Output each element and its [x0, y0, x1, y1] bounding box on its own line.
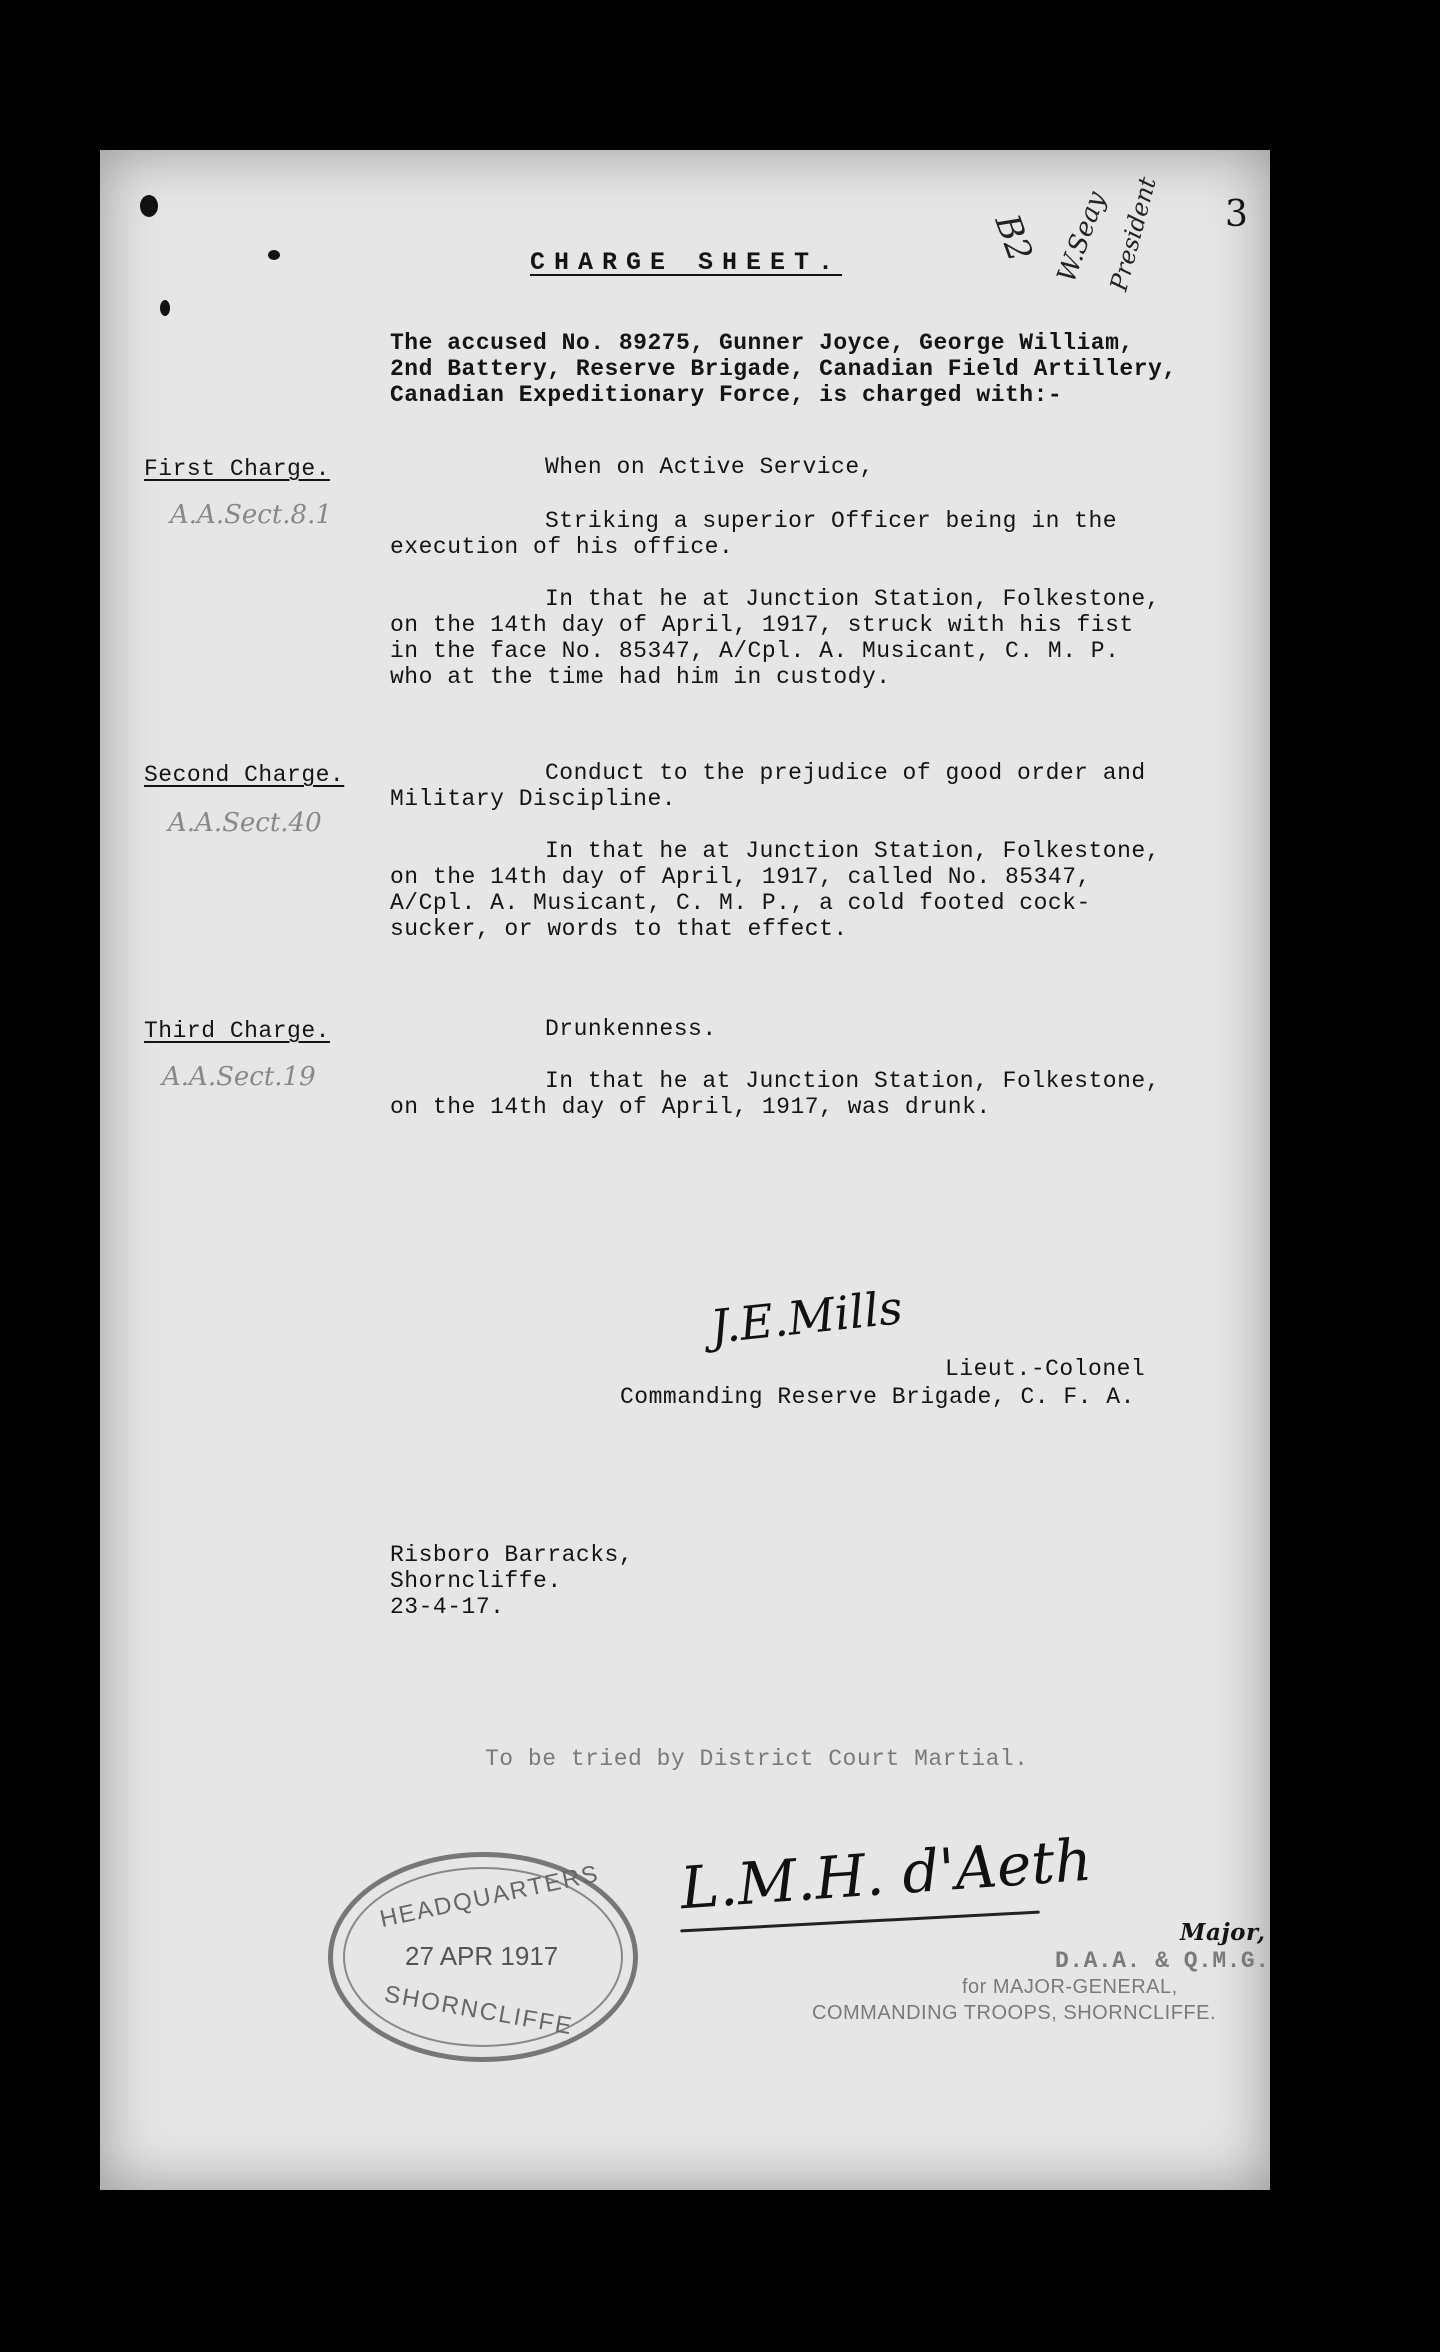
second-charge-line-1: Conduct to the prejudice of good order and — [545, 760, 1146, 786]
second-charge-line-6: sucker, or words to that effect. — [390, 916, 848, 942]
third-charge-margin-note: A.A.Sect.19 — [162, 1062, 316, 1092]
first-charge-line-4: In that he at Junction Station, Folkestone, — [545, 586, 1160, 612]
corner-annotation-note2: President — [1104, 174, 1162, 294]
second-charge-line-5: A/Cpl. A. Musicant, C. M. P., a cold footed cock- — [390, 890, 1091, 916]
corner-annotation-note1: W.Seay — [1051, 187, 1113, 287]
second-charge-line-2: Military Discipline. — [390, 786, 677, 812]
signature-2-rank: Major, — [1180, 1919, 1266, 1946]
punch-mark — [140, 195, 158, 217]
stamp-bottom-text: SHORNCLIFFE — [382, 1980, 576, 2041]
second-charge-margin-note: A.A.Sect.40 — [168, 808, 322, 838]
signature-2-office: D.A.A. & Q.M.G. — [1055, 1948, 1270, 1974]
punch-mark — [160, 300, 170, 316]
third-charge-label: Third Charge. — [144, 1018, 330, 1044]
signature-1-unit: Commanding Reserve Brigade, C. F. A. — [620, 1384, 1135, 1410]
corner-annotation-ref: B2 — [986, 209, 1041, 267]
third-charge-line-1: Drunkenness. — [545, 1016, 717, 1042]
first-charge-line-3: execution of his office. — [390, 534, 734, 560]
headquarters-stamp — [328, 1852, 638, 2062]
first-charge-line-6: in the face No. 85347, A/Cpl. A. Musicant, C. M. P. — [390, 638, 1120, 664]
signature-2-for-line: for MAJOR-GENERAL, — [962, 1976, 1178, 1998]
place-line-2: Shorncliffe. — [390, 1568, 562, 1594]
signature-2: L.M.H. d'Aeth — [678, 1825, 1095, 1923]
second-charge-line-4: on the 14th day of April, 1917, called No. 85347, — [390, 864, 1091, 890]
page-number: 3 — [1225, 194, 1249, 235]
first-charge-line-7: who at the time had him in custody. — [390, 664, 891, 690]
place-date: 23-4-17. — [390, 1594, 505, 1620]
first-charge-line-5: on the 14th day of April, 1917, struck with his fist — [390, 612, 1134, 638]
intro-line-1: The accused No. 89275, Gunner Joyce, George William, — [390, 330, 1134, 356]
third-charge-line-3: on the 14th day of April, 1917, was drunk. — [390, 1094, 991, 1120]
third-charge-line-2: In that he at Junction Station, Folkestone, — [545, 1068, 1160, 1094]
stamp-date: 27 APR 1917 — [405, 1941, 559, 1971]
place-line-1: Risboro Barracks, — [390, 1542, 634, 1568]
intro-line-2: 2nd Battery, Reserve Brigade, Canadian Field Artillery, — [390, 356, 1177, 382]
trial-note: To be tried by District Court Martial. — [485, 1746, 1029, 1772]
intro-line-3: Canadian Expeditionary Force, is charged with:- — [390, 382, 1063, 408]
punch-mark — [268, 250, 280, 260]
first-charge-margin-note: A.A.Sect.8.1 — [170, 500, 332, 530]
document-title: CHARGE SHEET. — [530, 248, 843, 277]
first-charge-line-2: Striking a superior Officer being in the — [545, 508, 1118, 534]
charge-sheet-page — [100, 150, 1270, 2190]
first-charge-label: First Charge. — [144, 456, 330, 482]
first-charge-line-1: When on Active Service, — [545, 454, 874, 480]
second-charge-label: Second Charge. — [144, 762, 345, 788]
signature-1-rank: Lieut.-Colonel — [945, 1356, 1146, 1382]
second-charge-line-3: In that he at Junction Station, Folkestone, — [545, 838, 1160, 864]
signature-1: J.E.Mills — [707, 1280, 905, 1354]
signature-2-command: COMMANDING TROOPS, SHORNCLIFFE. — [812, 2002, 1217, 2024]
stamp-top-text: HEADQUARTERS — [377, 1860, 602, 1933]
